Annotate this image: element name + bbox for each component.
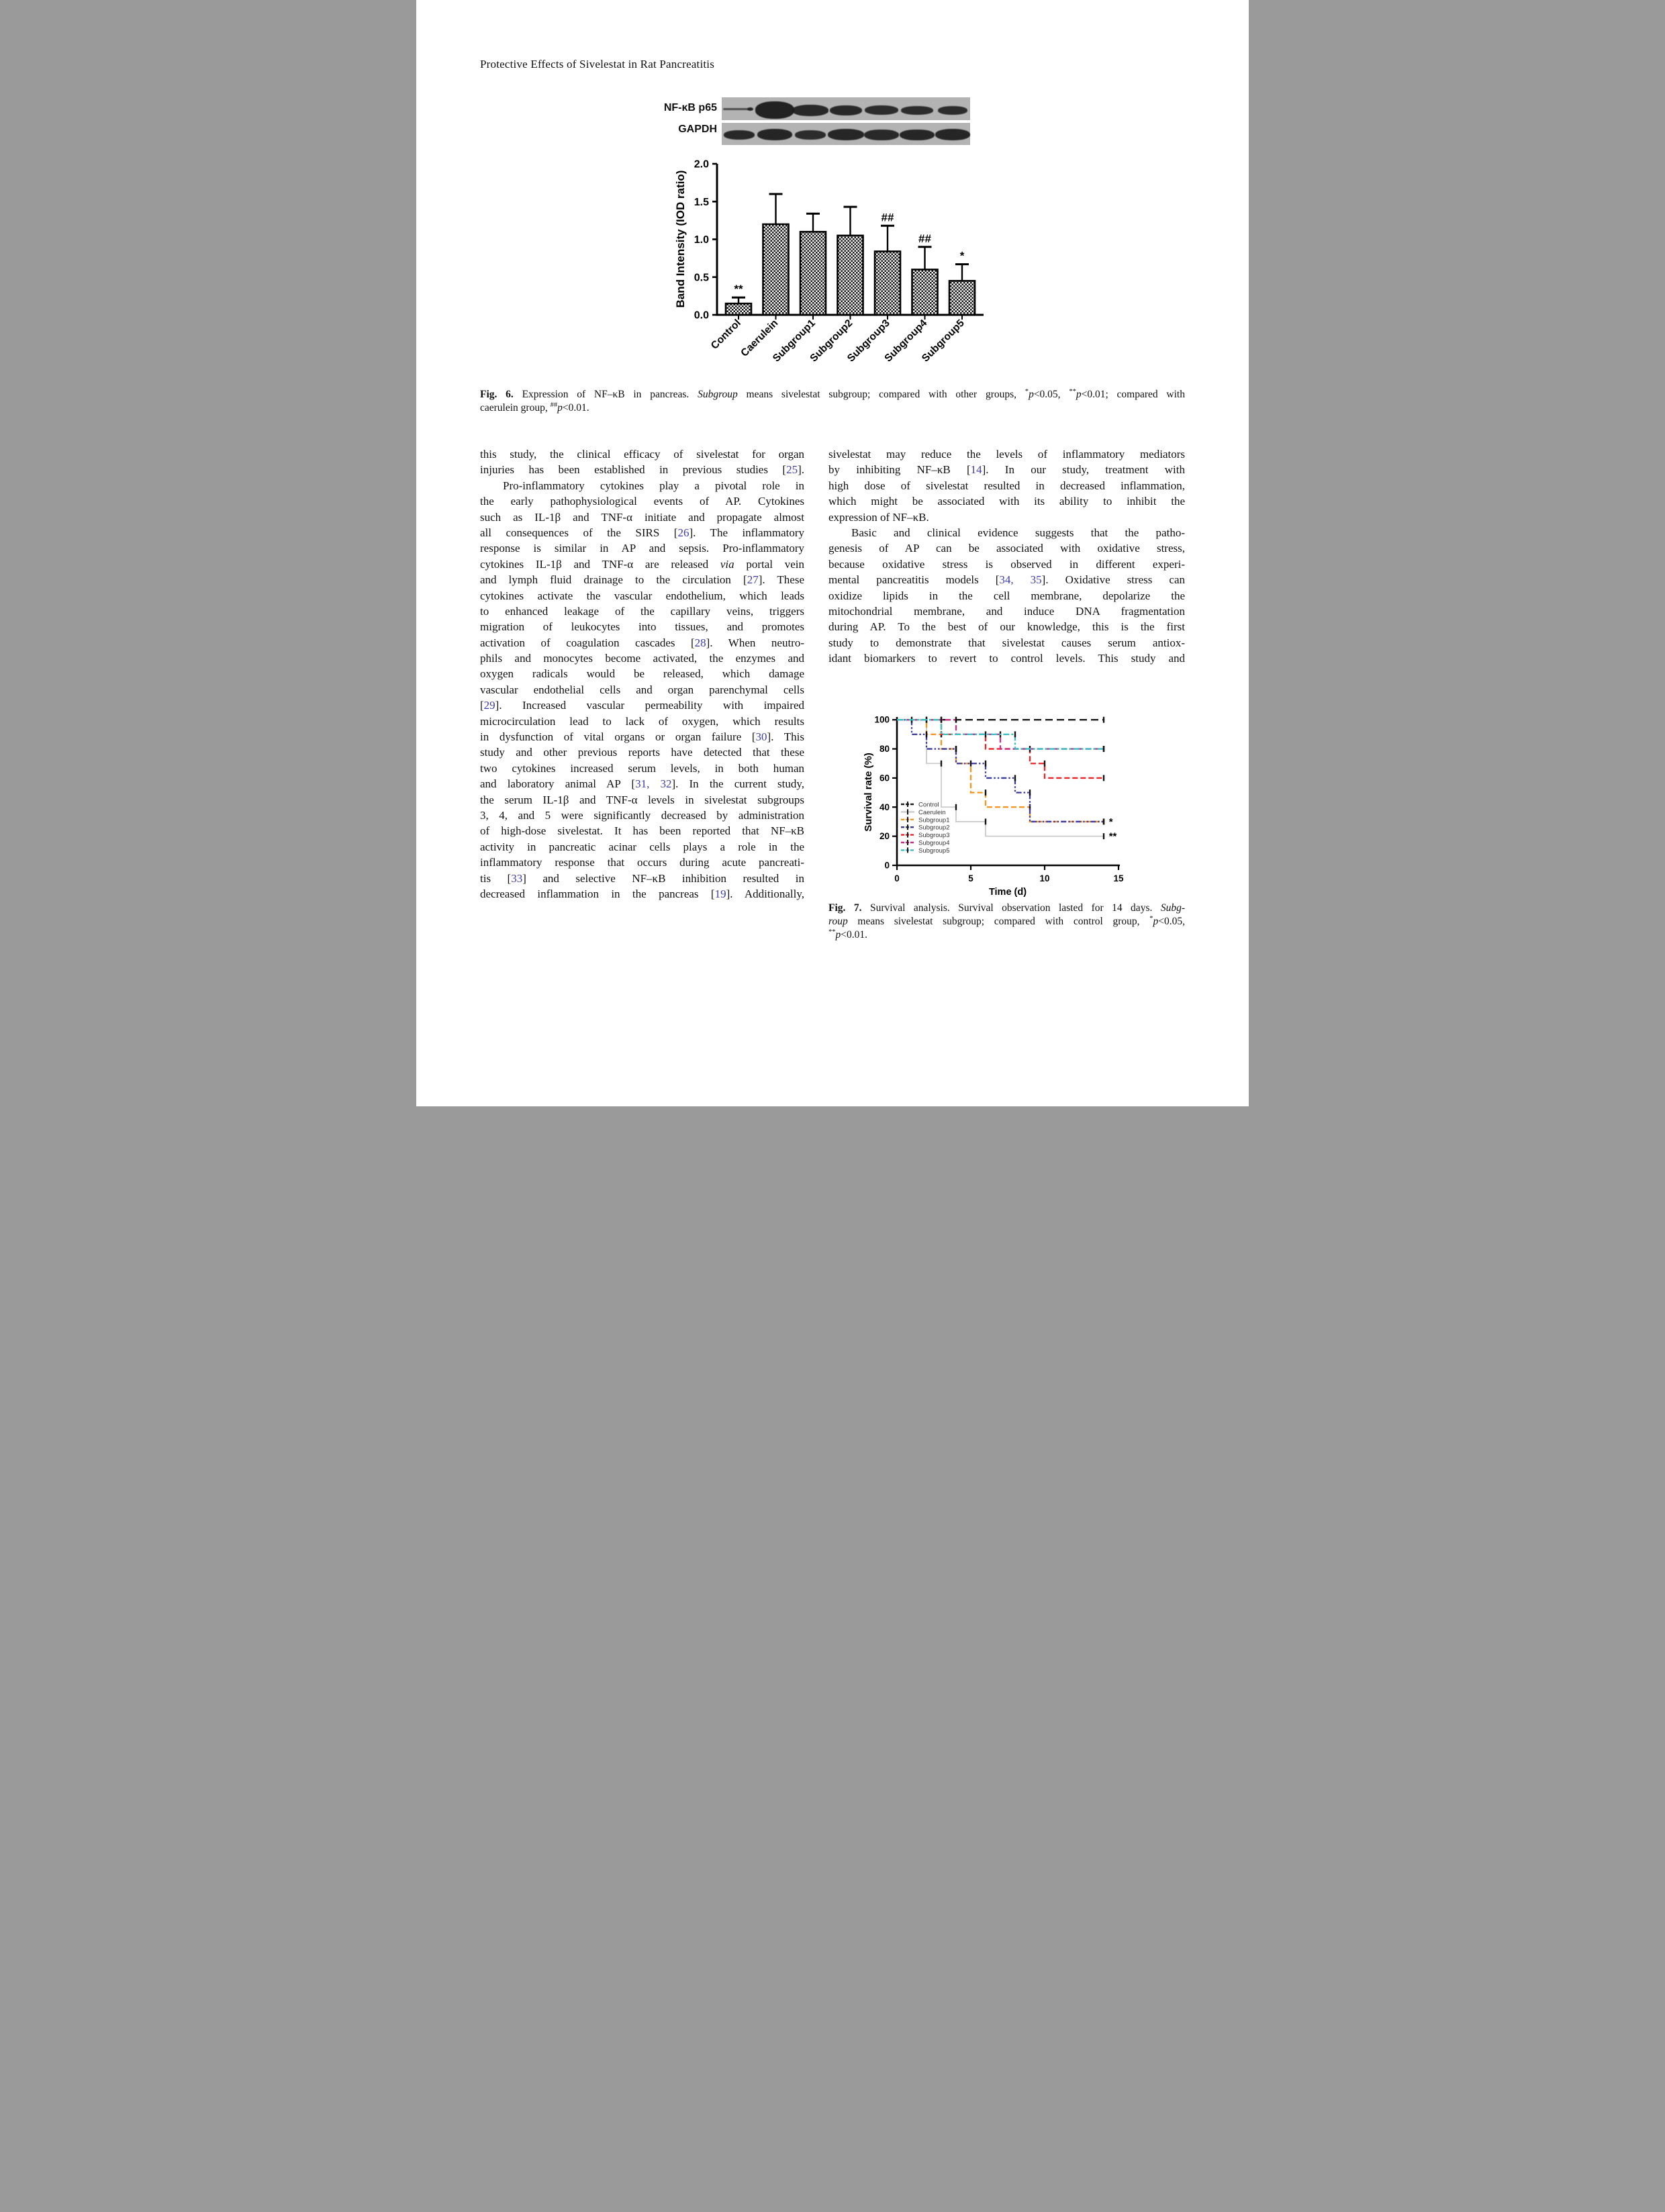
text-segment: phils and monocytes become activated, the enzymes and [480, 652, 804, 665]
text-line [480, 604, 804, 619]
text-segment: 31, 32 [635, 777, 672, 791]
text-segment: the serum IL-1β and TNF-α levels in sivelestat subgroups [480, 793, 804, 806]
text-segment: ** [828, 928, 836, 936]
text-segment: cytokines activate the vascular endothelium, which leads [480, 589, 804, 602]
text-segment: p [1153, 916, 1159, 927]
text-line [480, 855, 804, 870]
text-line [828, 588, 1185, 604]
blot-band [755, 101, 794, 119]
text-segment: means sivelestat subgroup; compared with other groups, [737, 389, 1025, 400]
text-segment: vascular endothelial cells and organ parenchymal cells [480, 683, 804, 696]
text-line [480, 651, 804, 666]
text-line [480, 744, 804, 760]
text-line [828, 604, 1185, 619]
text-line [828, 651, 1185, 666]
text-line [480, 525, 804, 540]
text-segment: such as IL-1β and TNF-α initiate and propagate almost [480, 510, 804, 524]
text-segment: p [1076, 389, 1082, 400]
text-line [480, 619, 804, 634]
text-segment: <0.01; compared with [1081, 389, 1185, 400]
y-tick-label: 1.0 [694, 234, 709, 246]
text-segment: <0.05, [1158, 916, 1185, 927]
text-segment: <0.01. [841, 929, 868, 941]
text-line [480, 792, 804, 808]
text-segment: 19 [714, 887, 726, 900]
text-segment: the early pathophysiological events of AP. Cytokines [480, 495, 804, 508]
x-category-label: Subgroup3 [845, 317, 892, 365]
y-tick-label: 100 [874, 714, 890, 725]
figure7-survival-chart [828, 698, 1186, 900]
text-segment: [ [480, 699, 484, 712]
text-line [828, 540, 1185, 556]
text-line [828, 478, 1185, 493]
text-segment: mitochondrial membrane, and induce DNA fragmentation [828, 604, 1185, 618]
blot-band [864, 130, 899, 140]
x-tick-label: 10 [1039, 873, 1050, 883]
text-segment: Expression of NF–κB in pancreas. [513, 389, 698, 400]
blot-band-smear [723, 108, 750, 110]
significance-mark: ## [881, 211, 894, 224]
y-tick-label: 0.0 [694, 309, 709, 322]
blot-band [828, 129, 864, 140]
text-segment: activation of coagulation cascades [ [480, 636, 695, 649]
text-segment: ## [550, 401, 558, 409]
text-line [480, 462, 804, 477]
significance-mark: * [959, 249, 965, 262]
text-segment: mental pancreatitis models [ [828, 573, 1000, 587]
text-line [480, 446, 804, 462]
text-line [828, 557, 1185, 572]
text-segment: ]. The inflammatory [689, 526, 804, 539]
text-line [480, 776, 804, 791]
text-line [828, 493, 1185, 509]
text-segment: Fig. 7. [828, 902, 862, 914]
text-line [480, 388, 1185, 401]
body-column-right [828, 446, 1185, 666]
text-segment: ]. When neutro- [706, 636, 804, 649]
text-line [828, 525, 1185, 540]
text-segment: oxidize lipids in the cell membrane, depolarize the [828, 589, 1185, 602]
text-segment: Fig. 6. [480, 389, 514, 400]
x-tick-label: 5 [968, 873, 973, 883]
western-blot-strip-nfkb [722, 97, 970, 120]
text-segment: 26 [677, 526, 689, 539]
y-tick-label: 40 [879, 802, 890, 812]
text-segment: of high-dose sivelestat. It has been reported that NF–κB [480, 824, 804, 838]
blot-label-gapdh: GAPDH [678, 124, 717, 135]
text-line [480, 635, 804, 651]
text-segment: * [1025, 388, 1029, 395]
text-line [480, 839, 804, 855]
blot-band [792, 105, 828, 116]
text-segment: <0.01. [562, 402, 589, 414]
text-line [480, 588, 804, 604]
text-line [828, 462, 1185, 477]
y-tick-label: 0.5 [694, 272, 709, 284]
blot-band-dot [747, 107, 753, 111]
text-segment: injuries has been established in previous studies [ [480, 463, 787, 477]
x-tick-label: 15 [1113, 873, 1124, 883]
legend-label: Subgroup2 [918, 824, 950, 832]
blot-band [830, 105, 862, 115]
text-line [480, 510, 804, 525]
text-segment: during AP. To the best of our knowledge, this is the first [828, 620, 1185, 634]
text-segment: 33 [511, 871, 523, 885]
text-segment: because oxidative stress is observed in different experi- [828, 557, 1185, 571]
text-segment: 14 [970, 463, 982, 477]
text-segment: idant biomarkers to revert to control levels. This study and [828, 652, 1185, 665]
bar [800, 232, 826, 315]
text-segment: ]. Increased vascular permeability with impaired [495, 699, 804, 712]
bar [763, 224, 789, 315]
x-category-label: Subgroup2 [808, 317, 855, 365]
text-line [828, 902, 1185, 915]
bar [726, 303, 751, 315]
significance-mark: * [1108, 816, 1113, 828]
text-segment: and lymph fluid drainage to the circulation [ [480, 573, 747, 587]
text-line [828, 572, 1185, 587]
blot-band [865, 105, 898, 115]
text-line [480, 682, 804, 698]
y-tick-label: 2.0 [694, 158, 709, 171]
blot-label-nfkb-p65: NF-κB p65 [663, 102, 717, 113]
article-page [416, 0, 1249, 1106]
significance-mark: ** [734, 283, 743, 296]
text-segment: caerulein group, [480, 402, 551, 414]
text-line [828, 446, 1185, 462]
text-segment: cytokines IL-1β and TNF-α are released [480, 557, 720, 571]
text-line [480, 493, 804, 509]
significance-mark: ## [918, 232, 931, 245]
text-segment: ]. Oxidative stress can [1041, 573, 1185, 587]
text-segment: 30 [755, 730, 767, 744]
text-segment: which might be associated with its ability to inhibit the [828, 495, 1185, 508]
body-column-left [480, 446, 804, 902]
text-line [480, 540, 804, 556]
text-segment: expression of NF–κB. [828, 510, 929, 524]
text-segment: inflammatory response that occurs during acute pancreati- [480, 856, 804, 869]
x-tick-label: 0 [894, 873, 900, 883]
legend-label: Caerulein [918, 808, 946, 816]
text-segment: to enhanced leakage of the capillary veins, triggers [480, 604, 804, 618]
text-segment: ]. This [767, 730, 804, 744]
text-line [480, 478, 804, 493]
x-category-label: Control [708, 317, 743, 352]
bar [875, 252, 900, 316]
text-line [480, 886, 804, 902]
x-category-label: Subgroup5 [919, 317, 967, 365]
text-segment: ]. In the current study, [671, 777, 804, 791]
text-line [828, 510, 1185, 525]
western-blot-strip-gapdh [722, 123, 970, 145]
blot-band [757, 129, 792, 140]
text-line [828, 635, 1185, 651]
text-segment: portal vein [734, 557, 804, 571]
figure6-bar-chart [671, 154, 994, 388]
text-line [828, 928, 1185, 942]
text-line [480, 401, 1185, 415]
text-segment: p [557, 402, 563, 414]
bar [949, 281, 975, 315]
bar [838, 236, 863, 315]
figure6-caption [480, 388, 1185, 415]
text-segment: by inhibiting NF–κB [ [828, 463, 971, 477]
text-segment: Subg- [1160, 902, 1185, 914]
bar [912, 270, 938, 316]
blot-band [901, 106, 933, 115]
text-segment: Pro-inflammatory cytokines play a pivotal role in [503, 479, 804, 492]
text-segment: response is similar in AP and sepsis. Pro-inflammatory [480, 542, 804, 555]
text-segment: 27 [747, 573, 759, 587]
text-line [828, 619, 1185, 634]
y-tick-label: 20 [879, 831, 890, 842]
significance-mark: ** [1108, 830, 1117, 843]
blot-band [900, 130, 935, 140]
text-line [480, 666, 804, 681]
legend-label: Subgroup4 [918, 839, 950, 847]
text-segment: ]. Additionally, [726, 887, 804, 900]
text-segment: 29 [483, 699, 495, 712]
y-axis-title: Band Intensity (IOD ratio) [674, 170, 687, 308]
text-segment: oxygen radicals would be released, which damage [480, 667, 804, 681]
text-segment: means sivelestat subgroup; compared with control group, [847, 916, 1150, 927]
x-category-label: Subgroup4 [882, 317, 930, 365]
text-segment: roup [828, 916, 848, 927]
blot-band [938, 106, 967, 115]
x-category-label: Subgroup1 [770, 317, 818, 365]
text-segment: ]. These [758, 573, 804, 587]
text-line [480, 871, 804, 886]
text-segment: 3, 4, and 5 were significantly decreased by administration [480, 808, 804, 822]
text-segment: migration of leukocytes into tissues, and promotes [480, 620, 804, 634]
blot-band [724, 130, 755, 140]
text-line [480, 698, 804, 713]
blot-band [935, 129, 970, 140]
x-axis-title: Time (d) [988, 887, 1027, 898]
text-line [480, 808, 804, 823]
legend-label: Subgroup1 [918, 816, 950, 824]
text-segment: via [720, 557, 734, 571]
text-segment: activity in pancreatic acinar cells plays a role in the [480, 840, 804, 853]
text-segment: Subgroup [698, 389, 738, 400]
text-segment: in dysfunction of vital organs or organ failure [ [480, 730, 756, 744]
text-line [480, 714, 804, 729]
text-segment: tis [ [480, 871, 512, 885]
y-tick-label: 1.5 [694, 196, 709, 208]
text-line [480, 557, 804, 572]
text-segment: ] and selective NF–κB inhibition resulted in [522, 871, 804, 885]
x-category-label: Caerulein [739, 317, 781, 359]
text-segment: * [1149, 915, 1153, 922]
legend-label: Control [918, 801, 939, 809]
text-segment: p [835, 929, 841, 941]
text-segment: ]. In our study, treatment with [982, 463, 1185, 477]
blot-band [795, 130, 826, 140]
text-segment: 25 [786, 463, 798, 477]
text-segment: ]. [798, 463, 804, 477]
text-segment: and laboratory animal AP [ [480, 777, 636, 791]
text-segment: study and other previous reports have detected that these [480, 746, 804, 759]
legend-label: Subgroup3 [918, 832, 950, 840]
text-segment: microcirculation lead to lack of oxygen, which results [480, 714, 804, 728]
text-segment: Survival analysis. Survival observation lasted for 14 days. [861, 902, 1161, 914]
text-segment: sivelestat may reduce the levels of inflammatory mediators [828, 448, 1185, 461]
text-segment: two cytokines increased serum levels, in both human [480, 761, 804, 775]
text-segment: Basic and clinical evidence suggests that the patho- [851, 526, 1185, 539]
text-line [480, 823, 804, 838]
text-segment: 34, 35 [999, 573, 1042, 587]
legend-label: Subgroup5 [918, 847, 950, 855]
text-line [828, 915, 1185, 928]
text-segment: genesis of AP can be associated with oxidative stress, [828, 542, 1185, 555]
text-line [480, 572, 804, 587]
running-head: Protective Effects of Sivelestat in Rat Pancreatitis [480, 58, 715, 70]
y-tick-label: 0 [884, 860, 890, 871]
text-segment: study to demonstrate that sivelestat causes serum antiox- [828, 636, 1185, 649]
y-tick-label: 60 [879, 773, 890, 783]
text-line [480, 729, 804, 744]
text-line [480, 761, 804, 776]
text-segment: high dose of sivelestat resulted in decreased inflammation, [828, 479, 1185, 492]
text-segment: p [1029, 389, 1034, 400]
text-segment: this study, the clinical efficacy of sivelestat for organ [480, 448, 804, 461]
text-segment: 28 [694, 636, 706, 649]
figure7-caption [828, 902, 1185, 942]
text-segment: <0.05, [1033, 389, 1069, 400]
text-segment: all consequences of the SIRS [ [480, 526, 678, 539]
y-tick-label: 80 [879, 744, 890, 755]
text-segment: decreased inflammation in the pancreas [ [480, 887, 715, 900]
y-axis-title: Survival rate (%) [863, 753, 874, 832]
text-segment: ** [1069, 388, 1076, 395]
